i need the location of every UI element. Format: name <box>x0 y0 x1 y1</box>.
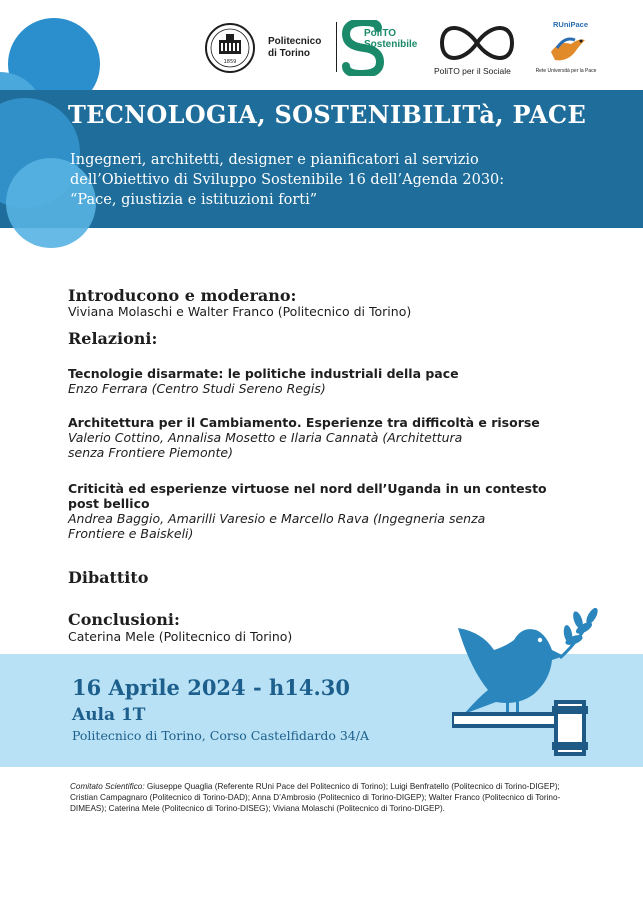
talk-title: Tecnologie disarmate: le politiche industriali della pace <box>68 366 459 381</box>
page-title: TECNOLOGIA, SOSTENIBILITà, PACE <box>68 100 587 129</box>
committee-text: Giuseppe Quaglia (Referente RUni Pace del Politecnico di Torino); Luigi Benfratello (Politecnico di Torino-DIGEP); Cristian Campagnaro (Politecnico di Torino-DAD); Anna D’Ambrosio (Politecnico di Torino-DIGEP); Walter Franco (Politecnico di Torino-DIMEAS); Caterina Mele (Politecnico di Torino-DISEG); Viviana Molaschi (Politecnico di Torino-DIGEP). <box>70 782 561 813</box>
talk-item <box>68 415 548 460</box>
intro-heading: Introducono e moderano: <box>68 286 297 305</box>
runipace-subtitle: Rete Università per la Pace <box>535 68 597 74</box>
subtitle-line: dell’Obiettivo di Sviluppo Sostenibile 16 dell’Agenda 2030: <box>70 172 505 188</box>
event-room: Aula 1T <box>72 705 146 725</box>
conclusions-heading: Conclusioni: <box>68 610 180 629</box>
talk-speaker: Valerio Cottino, Annalisa Mosetto e Ilaria Cannatà (Architettura <box>68 430 463 445</box>
event-date: 16 Aprile 2024 - h14.30 <box>72 675 351 700</box>
talk-speaker: Andrea Baggio, Amarilli Varesio e Marcello Rava (Ingegneria senza <box>68 511 486 526</box>
talk-title: post bellico <box>68 496 150 511</box>
talk-item <box>68 366 548 396</box>
polito-logo <box>202 22 332 74</box>
runipace-logo <box>535 18 597 80</box>
committee-label: Comitato Scientifico: <box>70 782 145 791</box>
event-address: Politecnico di Torino, Corso Castelfidardo 34/A <box>72 728 369 743</box>
sostenibile-line2: Sostenibile <box>364 39 418 50</box>
talk-title: Criticità ed esperienze virtuose nel nord dell’Uganda in un contesto <box>68 481 547 496</box>
talk-speaker: Frontiere e Baiskeli) <box>68 526 194 541</box>
debate-heading: Dibattito <box>68 568 149 587</box>
dove-gavel-icon <box>452 606 602 766</box>
infinity-icon <box>434 20 520 66</box>
talk-title: Architettura per il Cambiamento. Esperienze tra difficoltà e risorse <box>68 415 540 430</box>
runipace-name: RUniPace <box>553 20 589 29</box>
polito-sostenibile-logo <box>342 20 422 76</box>
talks-heading: Relazioni: <box>68 329 158 348</box>
polito-sociale-logo <box>432 20 524 80</box>
talk-speaker: Enzo Ferrara (Centro Studi Sereno Regis) <box>68 381 326 396</box>
talk-item <box>68 481 548 541</box>
subtitle-line: “Pace, giustizia e istituzioni forti” <box>70 192 318 208</box>
polito-crest-icon <box>202 22 258 74</box>
subtitle-line: Ingegneri, architetti, designer e pianificatori al servizio <box>70 152 479 168</box>
sociale-label: PoliTO per il Sociale <box>434 66 511 76</box>
sostenibile-line1: PoliTO <box>364 28 397 39</box>
logo-divider <box>336 22 337 72</box>
polito-name-line1: Politecnico <box>268 36 322 47</box>
polito-year: 1859 <box>223 59 237 65</box>
talk-speaker: senza Frontiere Piemonte) <box>68 445 234 460</box>
page-subtitle <box>70 150 540 210</box>
polito-name-line2: di Torino <box>268 48 311 59</box>
committee-note <box>70 781 570 814</box>
conclusions-names: Caterina Mele (Politecnico di Torino) <box>68 629 293 644</box>
intro-names: Viviana Molaschi e Walter Franco (Politecnico di Torino) <box>68 304 412 319</box>
